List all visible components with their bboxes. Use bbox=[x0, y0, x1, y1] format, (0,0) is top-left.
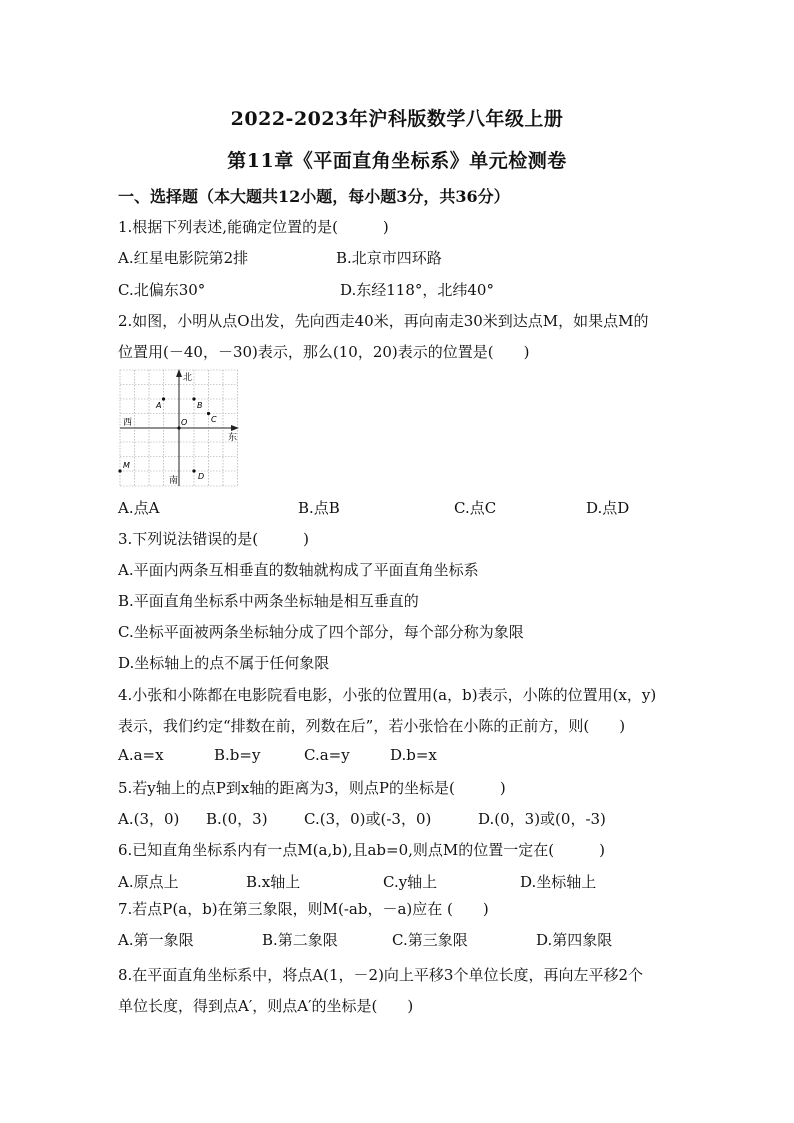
q8-stem-line2: 单位长度，得到点A′，则点A′的坐标是( ) bbox=[118, 997, 414, 1015]
q7-option-d: D.第四象限 bbox=[536, 931, 613, 949]
q5-stem: 5.若y轴上的点P到x轴的距离为3，则点P的坐标是( ) bbox=[118, 779, 506, 797]
q6-option-b: B.x轴上 bbox=[246, 873, 301, 891]
exam-subtitle: 第11章《平面直角坐标系》单元检测卷 bbox=[227, 150, 567, 172]
label-west: 西 bbox=[123, 418, 133, 428]
q2-option-d: D.点D bbox=[586, 499, 630, 517]
q2-stem-line2: 位置用(－40，－30)表示，那么(10，20)表示的位置是( ) bbox=[118, 343, 530, 361]
q6-option-c: C.y轴上 bbox=[383, 873, 438, 891]
q2-option-a: A.点A bbox=[118, 499, 160, 517]
label-c: C bbox=[211, 415, 217, 424]
q1-option-a: A.红星电影院第2排 bbox=[118, 249, 249, 267]
q5-option-c: C.(3，0)或(-3，0) bbox=[304, 810, 432, 828]
q2-option-b: B.点B bbox=[298, 499, 340, 517]
q6-option-a: A.原点上 bbox=[118, 873, 179, 891]
q7-option-c: C.第三象限 bbox=[392, 931, 468, 949]
q5-option-d: D.(0，3)或(0，-3) bbox=[478, 810, 606, 828]
label-b: B bbox=[197, 401, 203, 410]
q3-stem: 3.下列说法错误的是( ) bbox=[118, 530, 310, 548]
q5-option-b: B.(0，3) bbox=[206, 810, 268, 828]
point-m bbox=[118, 469, 121, 472]
label-m: M bbox=[123, 461, 130, 470]
q2-stem-line1: 2.如图，小明从点O出发，先向西走40米，再向南走30米到达点M，如果点M的 bbox=[118, 312, 649, 330]
q3-option-c: C.坐标平面被两条坐标轴分成了四个部分，每个部分称为象限 bbox=[118, 623, 524, 641]
q7-stem: 7.若点P(a，b)在第三象限，则M(-ab，－a)应在 ( ) bbox=[118, 900, 489, 918]
q2-grid-figure bbox=[118, 368, 240, 488]
label-origin: O bbox=[181, 418, 188, 427]
q2-grid-svg bbox=[118, 368, 240, 488]
q3-option-d: D.坐标轴上的点不属于任何象限 bbox=[118, 654, 330, 672]
q6-option-d: D.坐标轴上 bbox=[520, 873, 597, 891]
q4-option-b: B.b=y bbox=[214, 746, 261, 764]
label-d: D bbox=[198, 472, 205, 481]
q2-option-c: C.点C bbox=[454, 499, 497, 517]
q3-option-b: B.平面直角坐标系中两条坐标轴是相互垂直的 bbox=[118, 592, 419, 610]
q7-option-a: A.第一象限 bbox=[118, 931, 194, 949]
q1-option-c: C.北偏东30° bbox=[118, 281, 206, 299]
q1-stem: 1.根据下列表述,能确定位置的是( ) bbox=[118, 218, 389, 236]
label-a: A bbox=[156, 401, 162, 410]
q3-option-a: A.平面内两条互相垂直的数轴就构成了平面直角坐标系 bbox=[118, 561, 479, 579]
q4-stem-line2: 表示，我们约定“排数在前，列数在后”，若小张恰在小陈的正前方，则( ) bbox=[118, 717, 626, 735]
label-north: 北 bbox=[183, 373, 193, 383]
point-b bbox=[192, 397, 195, 400]
q7-option-b: B.第二象限 bbox=[262, 931, 338, 949]
label-south: 南 bbox=[169, 476, 179, 486]
q6-stem: 6.已知直角坐标系内有一点M(a,b),且ab=0,则点M的位置一定在( ) bbox=[118, 841, 605, 859]
q1-option-b: B.北京市四环路 bbox=[336, 249, 442, 267]
point-d bbox=[192, 469, 195, 472]
exam-title: 2022-2023年沪科版数学八年级上册 bbox=[230, 108, 564, 130]
q8-stem-line1: 8.在平面直角坐标系中，将点A(1，－2)向上平移3个单位长度，再向左平移2个 bbox=[118, 966, 644, 984]
q5-option-a: A.(3，0) bbox=[118, 810, 180, 828]
q4-option-a: A.a=x bbox=[118, 746, 164, 764]
point-c bbox=[207, 412, 210, 415]
section-heading: 一、选择题（本大题共12小题，每小题3分，共36分） bbox=[118, 187, 510, 206]
q1-option-d: D.东经118°，北纬40° bbox=[340, 281, 494, 299]
q4-option-d: D.b=x bbox=[390, 746, 437, 764]
q4-option-c: C.a=y bbox=[304, 746, 350, 764]
x-axis-arrow bbox=[231, 425, 239, 431]
label-east: 东 bbox=[228, 433, 238, 443]
q4-stem-line1: 4.小张和小陈都在电影院看电影，小张的位置用(a，b)表示，小陈的位置用(x，y) bbox=[118, 686, 657, 704]
point-a bbox=[162, 397, 165, 400]
